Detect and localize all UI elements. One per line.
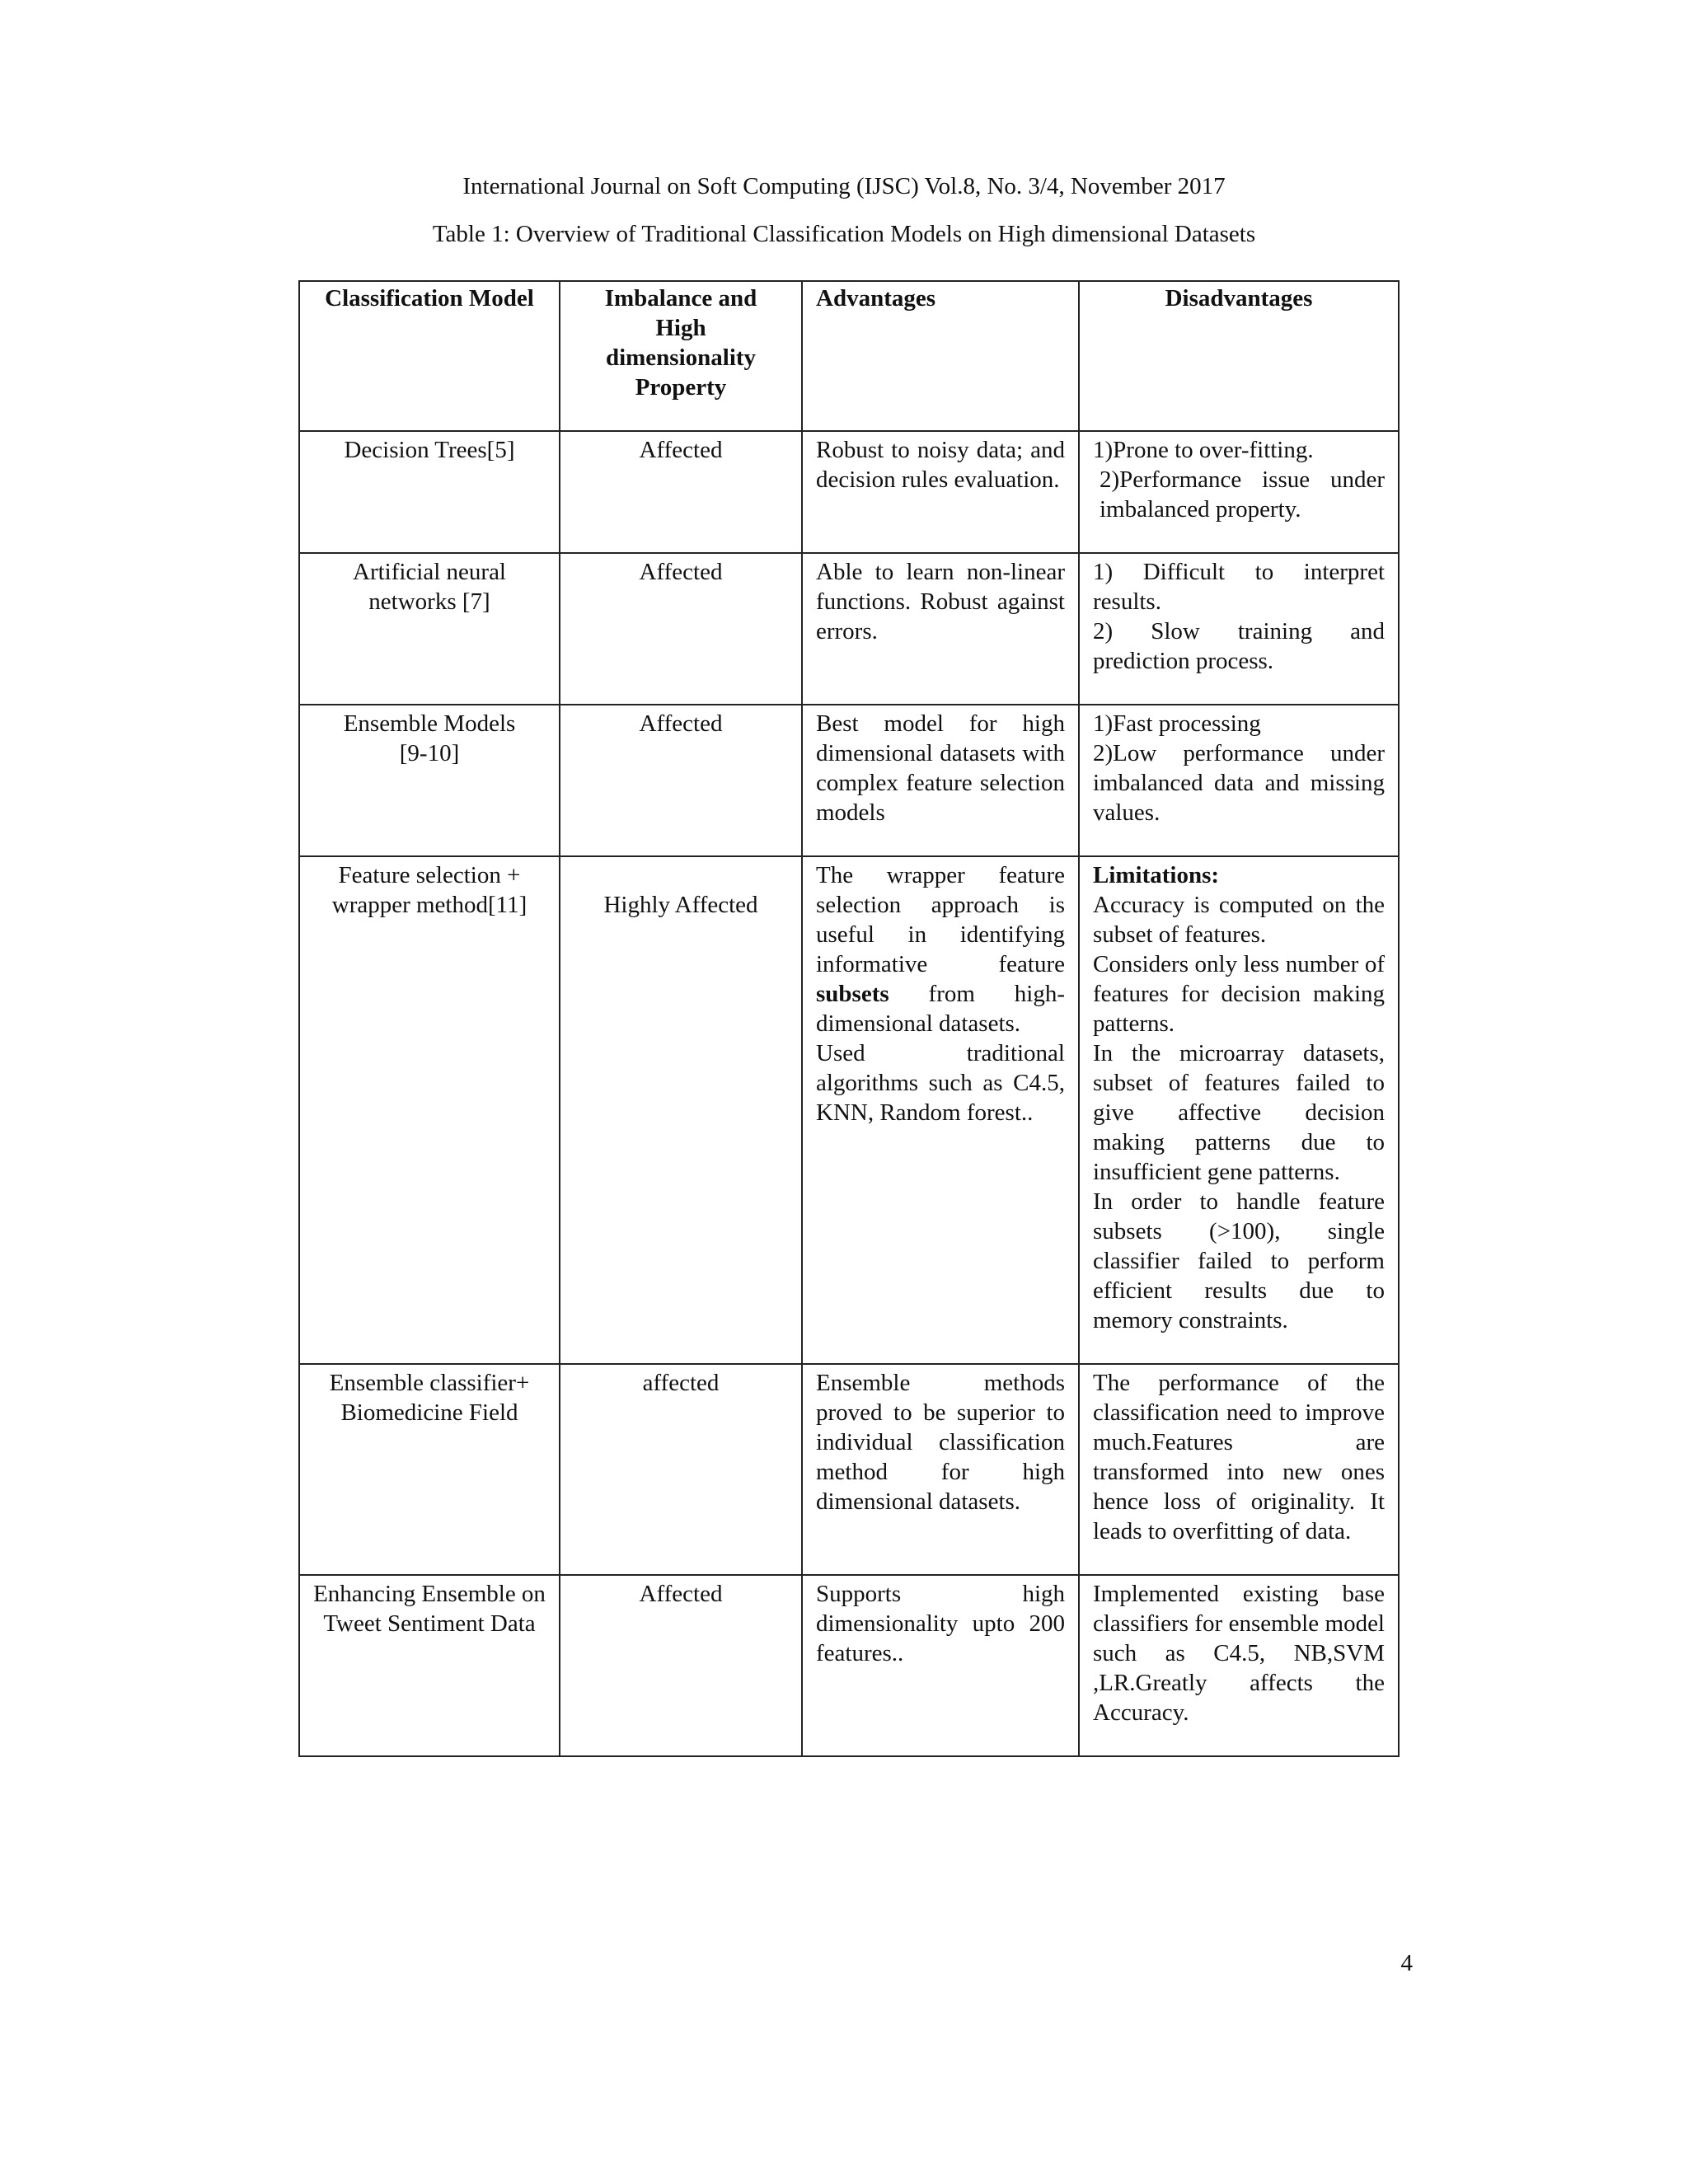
limitations-heading: Limitations: <box>1093 862 1220 888</box>
disadvantage-item: 1)Prone to over-fitting. <box>1093 437 1314 463</box>
model-text: Ensemble Models [9-10] <box>343 710 516 766</box>
disadvantage-item: 2)Performance issue under imbalanced property. <box>1100 466 1385 523</box>
model-text: Artificial neural networks [7] <box>353 559 506 615</box>
advantages-extra-text: Used traditional algorithms such as C4.5, KNN, Random forest.. <box>816 1040 1065 1126</box>
advantages-cell <box>802 856 1079 1364</box>
model-cell: Feature selection + wrapper method[11] <box>299 856 560 1364</box>
table-row <box>299 431 1399 553</box>
disadvantages-cell <box>1079 856 1399 1364</box>
disadvantages-cell <box>1079 705 1399 856</box>
disadvantages-cell <box>1079 1575 1399 1756</box>
model-cell <box>299 553 560 705</box>
header-property-text: Imbalance and High dimensionality Property <box>604 285 757 401</box>
property-cell: Affected <box>560 705 802 856</box>
disadvantages-cell <box>1079 431 1399 553</box>
advantages-cell: Able to learn non-linear functions. Robust against errors. <box>802 553 1079 705</box>
disadvantage-item: 1)Fast processing <box>1093 710 1261 737</box>
disadvantage-item: 1) Difficult to interpret results. <box>1093 559 1385 615</box>
advantages-cell: Ensemble methods proved to be superior to individual classification method for high dimensional datasets. <box>802 1364 1079 1575</box>
property-cell: Affected <box>560 1575 802 1756</box>
table-header-row <box>299 281 1399 431</box>
advantages-text: from high-dimensional datasets. <box>816 981 1065 1037</box>
disadvantage-item: In the microarray datasets, subset of features failed to give affective decision making patterns due to insufficient gene patterns. <box>1093 1040 1385 1185</box>
advantages-bold-text: subsets <box>816 981 889 1007</box>
disadvantage-item: 2) Slow training and prediction process. <box>1093 618 1385 674</box>
classification-models-table <box>298 280 1400 1757</box>
model-cell <box>299 705 560 856</box>
disadvantage-item: The performance of the classification need to improve much.Features are transformed into new ones hence loss of originality. It leads to overfitting of data. <box>1093 1370 1385 1544</box>
table-row <box>299 1364 1399 1575</box>
disadvantage-item: Accuracy is computed on the subset of features. <box>1093 892 1385 948</box>
model-cell: Enhancing Ensemble on Tweet Sentiment Data <box>299 1575 560 1756</box>
advantages-cell: Best model for high dimensional datasets with complex feature selection models <box>802 705 1079 856</box>
disadvantage-item: 2)Low performance under imbalanced data and missing values. <box>1093 740 1385 826</box>
table-row <box>299 553 1399 705</box>
advantages-text: The wrapper feature selection approach is useful in identifying informative feature <box>816 862 1065 977</box>
disadvantage-item: Considers only less number of features for decision making patterns. <box>1093 951 1385 1037</box>
property-cell: Affected <box>560 553 802 705</box>
disadvantage-item: In order to handle feature subsets (>100), single classifier failed to perform efficient results due to memory constraints. <box>1093 1188 1385 1333</box>
table-row <box>299 705 1399 856</box>
advantages-cell: Robust to noisy data; and decision rules evaluation. <box>802 431 1079 553</box>
property-cell: Highly Affected <box>560 856 802 1364</box>
disadvantage-item: Implemented existing base classifiers for ensemble model such as C4.5, NB,SVM ,LR.Greatly affects the Accuracy. <box>1093 1581 1385 1726</box>
property-cell: Affected <box>560 431 802 553</box>
disadvantages-cell <box>1079 553 1399 705</box>
table-caption: Table 1: Overview of Traditional Classification Models on High dimensional Datasets <box>432 221 1256 247</box>
model-cell: Ensemble classifier+ Biomedicine Field <box>299 1364 560 1575</box>
table-row <box>299 856 1399 1364</box>
model-cell: Decision Trees[5] <box>299 431 560 553</box>
table-row <box>299 1575 1399 1756</box>
header-advantages: Advantages <box>802 281 1079 431</box>
advantages-cell: Supports high dimensionality upto 200 features.. <box>802 1575 1079 1756</box>
property-cell: affected <box>560 1364 802 1575</box>
disadvantages-cell <box>1079 1364 1399 1575</box>
header-disadvantages: Disadvantages <box>1079 281 1399 431</box>
header-classification-model: Classification Model <box>299 281 560 431</box>
journal-header: International Journal on Soft Computing (IJSC) Vol.8, No. 3/4, November 2017 <box>462 173 1226 199</box>
page-number: 4 <box>1400 1950 1413 1976</box>
header-property <box>560 281 802 431</box>
